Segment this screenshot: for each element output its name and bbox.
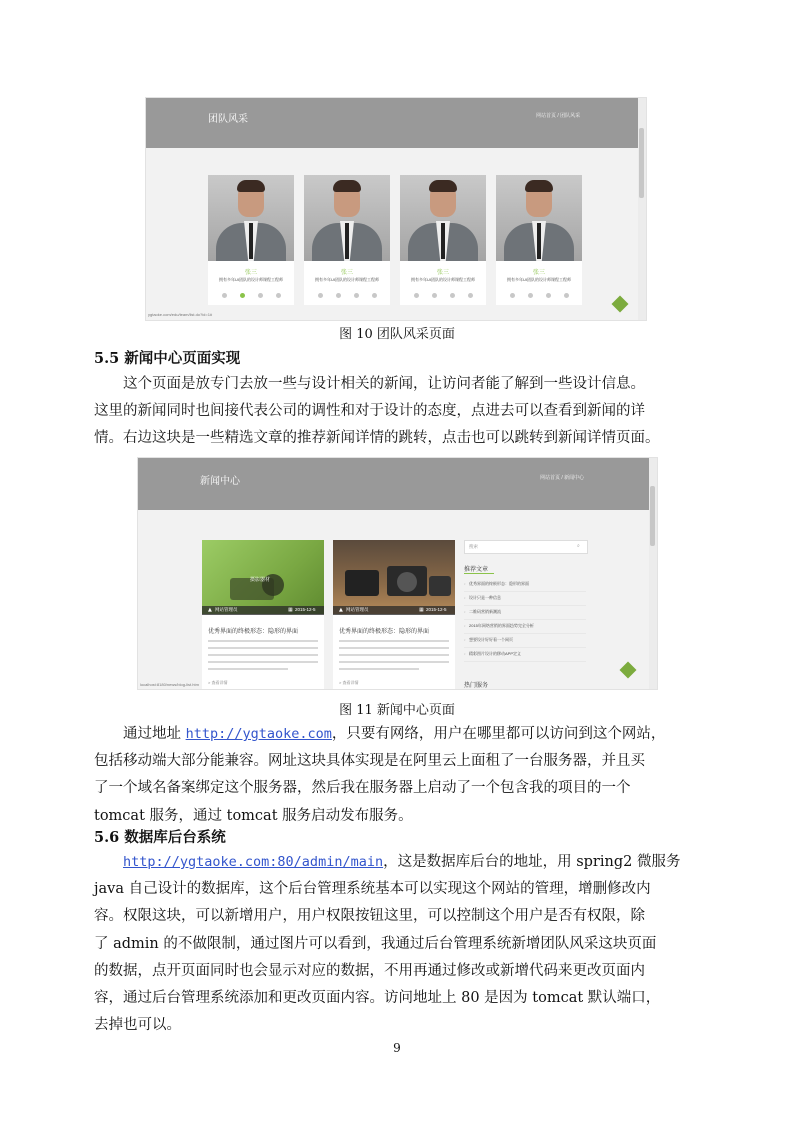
chevron-right-icon: › [464, 623, 466, 628]
article-link[interactable] [464, 620, 586, 634]
news-image-camera-green [202, 540, 324, 614]
member-desc: 拥有多年UI团队的设计师课程工程师 [315, 277, 379, 282]
news-excerpt-line [339, 668, 419, 670]
member-name: 张三 [244, 270, 257, 276]
para-line: 包括移动端大部分能兼容。网址这块具体实现是在阿里云上面租了一台服务器，并且买 [94, 753, 645, 770]
news-date: 2015-12-5 [426, 607, 447, 612]
news-date: 2015-12-5 [295, 607, 316, 612]
member-name: 张三 [532, 270, 545, 276]
news-banner-title: 新闻中心 [200, 476, 240, 487]
social-icon[interactable] [450, 293, 455, 298]
section-5-5-paragraph [94, 371, 700, 453]
team-banner-title: 团队风采 [208, 114, 248, 125]
chevron-right-icon: › [464, 581, 466, 586]
news-title[interactable]: 优秀界面的终极形态：隐形的界面 [339, 629, 430, 635]
para-line: 这里的新闻同时也间接代表公司的调性和对于设计的态度，点进去可以查看到新闻的详 [94, 403, 645, 420]
member-photo [400, 175, 486, 261]
figure-11-caption: 图 11 新闻中心页面 [339, 703, 455, 718]
team-card[interactable] [496, 175, 582, 305]
news-excerpt-line [208, 640, 318, 642]
news-sidebar [464, 540, 588, 690]
wechat-icon[interactable] [240, 293, 245, 298]
section-5-5-heading: 5.5 新闻中心页面实现 [94, 350, 241, 367]
para-line [94, 721, 700, 748]
social-icon[interactable] [546, 293, 551, 298]
status-bar-url: localhost:8180/news/blog-list.htm [140, 682, 199, 687]
article-link[interactable] [464, 606, 586, 620]
wechat-icon[interactable] [336, 293, 341, 298]
news-card[interactable] [202, 540, 324, 690]
news-excerpt-line [208, 654, 318, 656]
back-to-top-icon[interactable] [612, 296, 629, 313]
member-photo [208, 175, 294, 261]
article-link[interactable] [464, 578, 586, 592]
section-5-6-paragraph [94, 849, 700, 1039]
team-card[interactable] [304, 175, 390, 305]
back-to-top-icon[interactable] [620, 662, 637, 679]
news-title[interactable]: 优秀界面的终极形态：隐形的界面 [208, 629, 299, 635]
news-page-screenshot [137, 457, 658, 690]
social-icon[interactable] [510, 293, 515, 298]
article-link[interactable] [464, 592, 586, 606]
recommend-underline [464, 573, 494, 574]
wechat-icon[interactable] [432, 293, 437, 298]
news-breadcrumb[interactable]: 网站首页 / 新闻中心 [540, 475, 585, 481]
status-bar-url: ygtaoke.com/edu/team/list.do?id=1# [148, 312, 213, 317]
social-icon[interactable] [318, 293, 323, 298]
para-text: ，只要有网络，用户在哪里都可以访问到这个网站， [331, 726, 666, 742]
user-icon: ▲ [208, 607, 212, 613]
team-breadcrumb[interactable]: 网站首页 / 团队风采 [536, 113, 581, 119]
team-card[interactable] [400, 175, 486, 305]
social-icon[interactable] [276, 293, 281, 298]
team-scrollbar[interactable] [638, 98, 646, 320]
news-excerpt-line [339, 661, 449, 663]
para-line: java 自己设计的数据库，这个后台管理系统基本可以实现这个网站的管理，增删修改内 [94, 881, 651, 898]
address-paragraph [94, 721, 700, 830]
article-title: 想要设计好好看一个网页 [469, 637, 513, 642]
section-5-6-heading: 5.6 数据库后台系统 [94, 829, 226, 846]
news-more-link[interactable]: > 查看详情 [208, 680, 228, 685]
chevron-right-icon: › [464, 637, 466, 642]
social-icon[interactable] [222, 293, 227, 298]
site-link[interactable]: http://ygtaoke.com [185, 726, 332, 742]
para-line: 情。右边这块是一些精选文章的推荐新闻详情的跳转，点击也可以跳转到新闻详情页面。 [94, 430, 660, 447]
social-icon[interactable] [564, 293, 569, 298]
para-text: ，这是数据库后台的地址，用 spring2 微服务 [383, 854, 681, 870]
news-more-link[interactable]: > 查看详情 [339, 680, 359, 685]
news-image-camera-wood [333, 540, 455, 614]
para-line: 容，通过后台管理系统添加和更改页面内容。访问地址上 80 是因为 tomcat 默认端口， [94, 990, 661, 1007]
para-text: 通过地址 [123, 726, 186, 742]
member-photo [304, 175, 390, 261]
article-title: 优秀界面的终极形态：隐形的界面 [469, 581, 529, 586]
chevron-right-icon: › [464, 595, 466, 600]
article-link[interactable] [464, 648, 586, 662]
social-icon[interactable] [468, 293, 473, 298]
user-icon: ▲ [339, 607, 343, 613]
article-link[interactable] [464, 634, 586, 648]
article-title: 精彩图片设计的移动APP定义 [469, 651, 522, 656]
wechat-icon[interactable] [528, 293, 533, 298]
calendar-icon: ▦ [288, 607, 293, 613]
news-excerpt-line [339, 640, 449, 642]
article-title: 设计只是一种信息 [469, 595, 501, 600]
social-icon[interactable] [354, 293, 359, 298]
para-line: 了一个域名备案绑定这个服务器，然后我在服务器上启动了一个包含我的项目的一个 [94, 780, 631, 797]
member-name: 张三 [436, 270, 449, 276]
news-meta-bar [333, 606, 455, 615]
hot-services-title: 热门服务 [464, 683, 489, 689]
news-excerpt-line [339, 654, 449, 656]
para-line: 这个页面是放专门去放一些与设计相关的新闻，让访问者能了解到一些设计信息。 [123, 376, 645, 392]
member-desc: 拥有多年UI团队的设计师课程工程师 [219, 277, 283, 282]
team-banner [146, 98, 638, 148]
search-input[interactable] [464, 540, 588, 554]
news-excerpt-line [208, 661, 318, 663]
member-desc: 拥有多年UI团队的设计师课程工程师 [507, 277, 571, 282]
recommend-title: 推荐文章 [464, 567, 489, 573]
search-icon[interactable]: ⌕ [577, 543, 580, 549]
social-icon[interactable] [372, 293, 377, 298]
search-placeholder: 搜索 [469, 544, 478, 549]
para-line: 容。权限这块，可以新增用户，用户权限按钮这里，可以控制这个用户是否有权限，除 [94, 908, 645, 925]
news-scrollbar[interactable] [649, 458, 657, 689]
article-title: 2015年网络营销的界面趋势完全分析 [469, 623, 534, 628]
para-line: tomcat 服务，通过 tomcat 服务启动发布服务。 [94, 807, 413, 824]
member-photo [496, 175, 582, 261]
para-line: 去掉也可以。 [94, 1017, 181, 1034]
news-excerpt-line [339, 647, 449, 649]
para-line [94, 849, 700, 876]
figure-10-caption: 图 10 团队风采页面 [339, 327, 455, 342]
admin-link[interactable]: http://ygtaoke.com:80/admin/main [123, 854, 384, 870]
page-number: 9 [393, 1041, 401, 1055]
para-line: 的数据，点开页面同时也会显示对应的数据，不用再通过修改或新增代码来更改页面内 [94, 962, 645, 979]
social-icon[interactable] [414, 293, 419, 298]
news-author: 网站管理员 [346, 607, 369, 612]
chevron-right-icon: › [464, 651, 466, 656]
team-page-screenshot [145, 97, 647, 321]
news-excerpt-line [208, 647, 318, 649]
para-line: 了 admin 的不做限制，通过图片可以看到，我通过后台管理系统新增团队风采这块页面 [94, 935, 657, 952]
social-icon[interactable] [258, 293, 263, 298]
member-name: 张三 [340, 270, 353, 276]
team-card[interactable] [208, 175, 294, 305]
news-banner [138, 458, 649, 510]
news-excerpt-line [208, 668, 288, 670]
news-badge: 摄影器材 [250, 577, 271, 583]
member-desc: 拥有多年UI团队的设计师课程工程师 [411, 277, 475, 282]
news-meta-bar [202, 606, 324, 615]
article-title: 二维码营销新潮流 [469, 609, 501, 614]
calendar-icon: ▦ [419, 607, 424, 613]
news-card[interactable] [333, 540, 455, 690]
chevron-right-icon: › [464, 609, 466, 614]
news-author: 网站管理员 [215, 607, 238, 612]
